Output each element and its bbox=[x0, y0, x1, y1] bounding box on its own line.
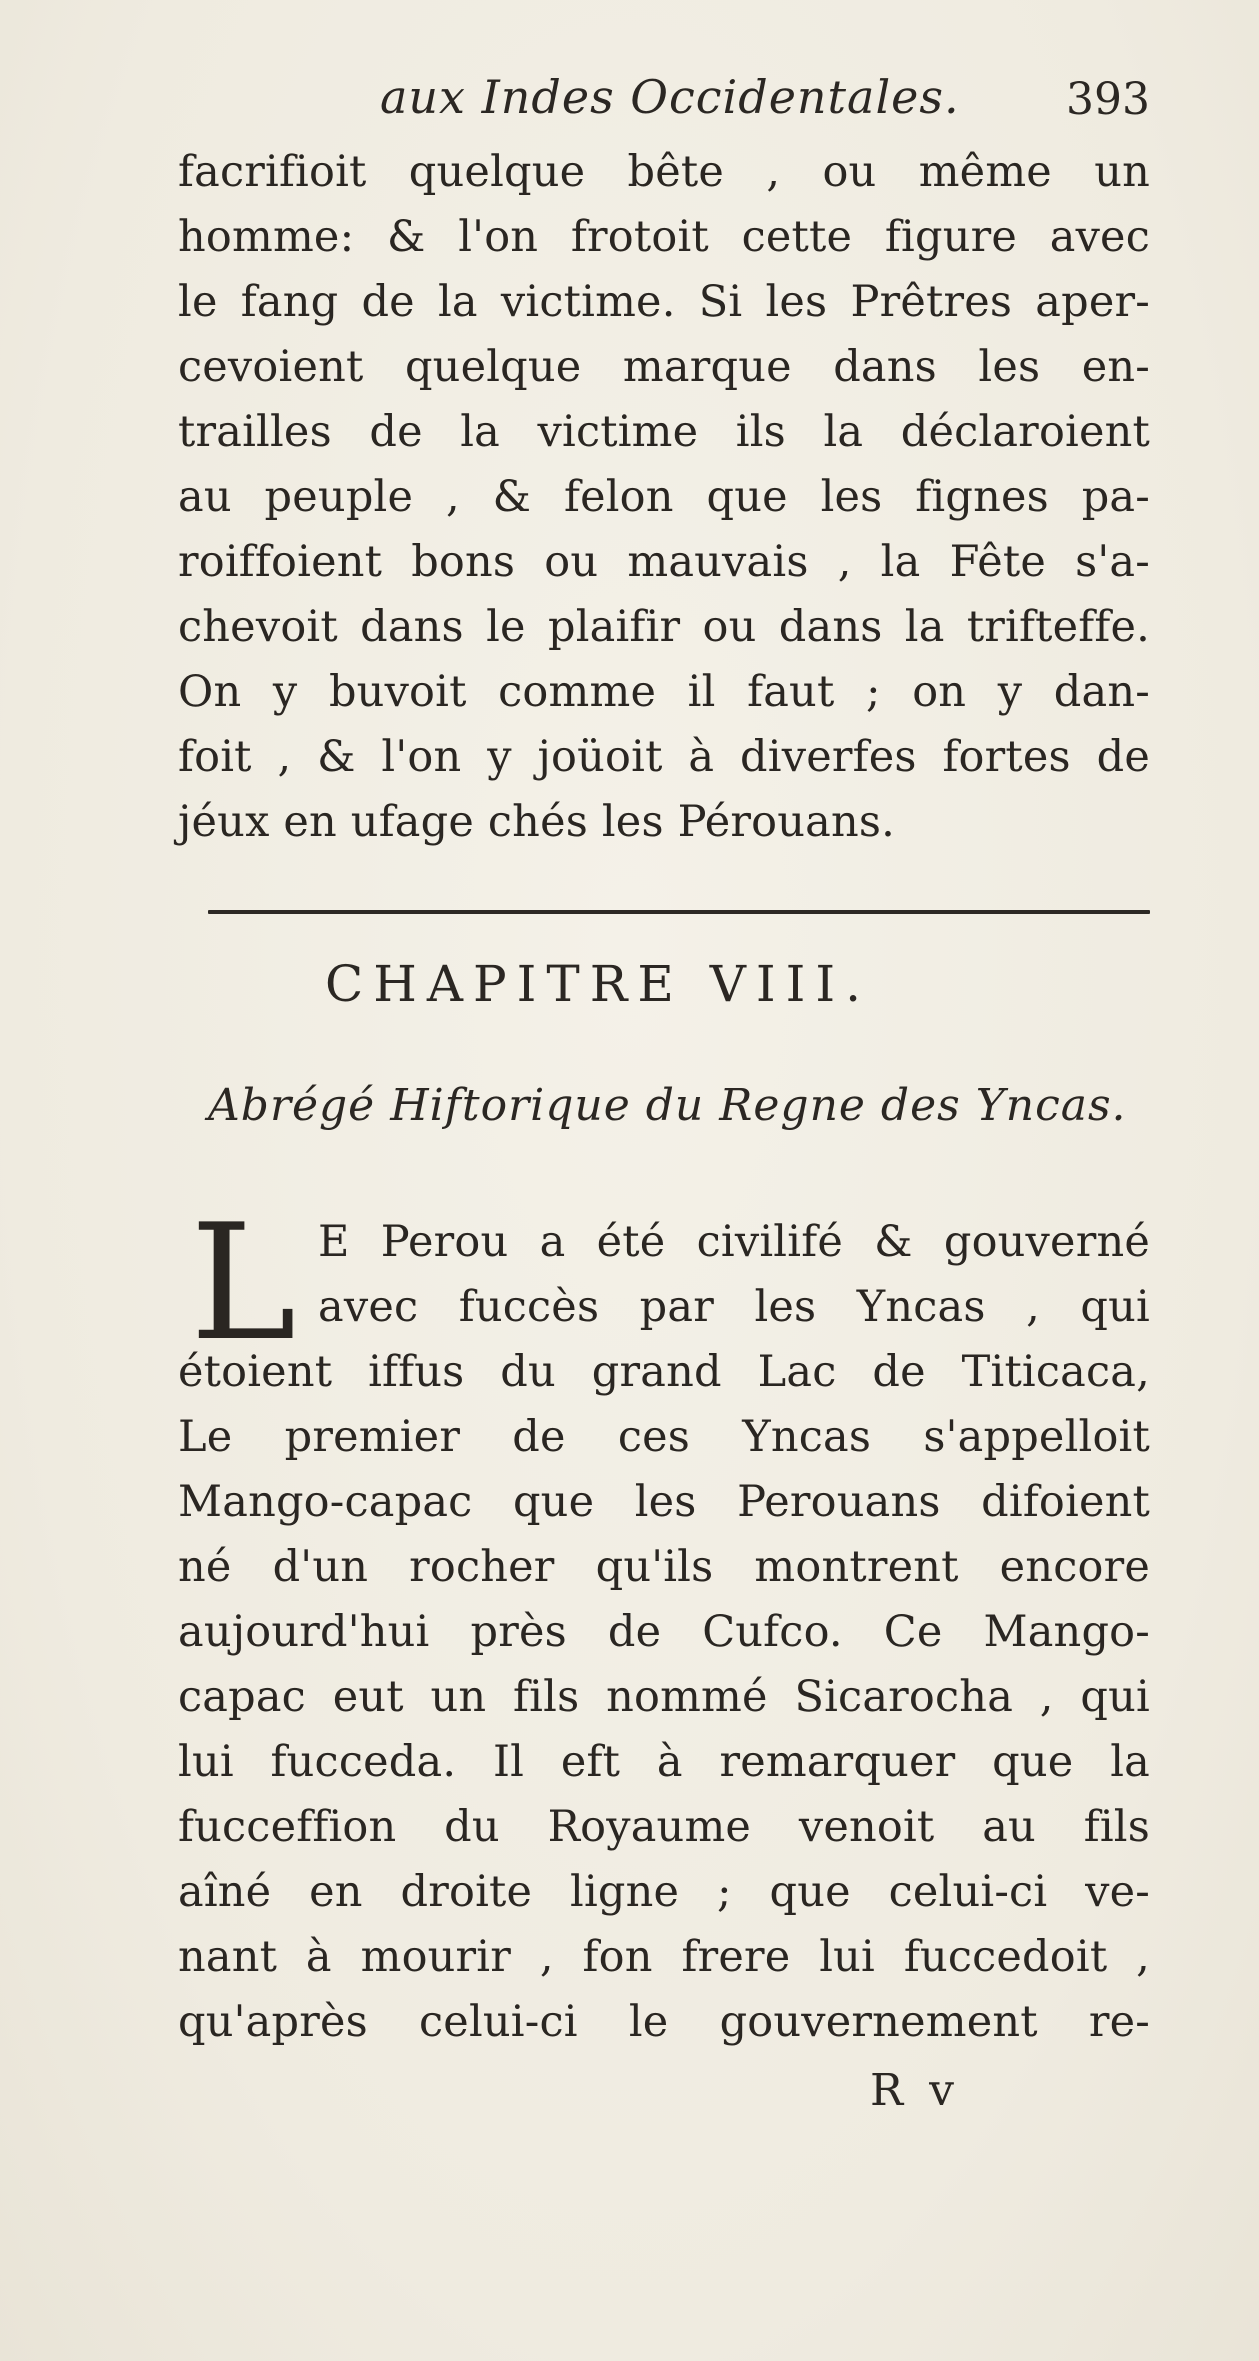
text-line: foit , & l'on y joüoit à diverfes fortes de bbox=[178, 732, 1150, 782]
text-line: fucceffion du Royaume venoit au fils bbox=[178, 1802, 1150, 1852]
text-line: nant à mourir , fon frere lui fuccedoit , bbox=[178, 1932, 1150, 1982]
text-line: le fang de la victime. Si les Prêtres aper- bbox=[178, 277, 1150, 327]
paragraph-continued bbox=[178, 140, 1150, 855]
page-number: 393 bbox=[1066, 74, 1150, 125]
running-title: aux Indes Occidentales. bbox=[380, 70, 960, 124]
text-line: Le premier de ces Yncas s'appelloit bbox=[178, 1412, 1150, 1462]
text-line: aujourd'hui près de Cufco. Ce Mango- bbox=[178, 1607, 1150, 1657]
section-divider bbox=[208, 910, 1150, 914]
text-line: lui fucceda. Il eft à remarquer que la bbox=[178, 1737, 1150, 1787]
text-line: jéux en ufage chés les Pérouans. bbox=[178, 797, 896, 847]
text-line: cevoient quelque marque dans les en- bbox=[178, 342, 1150, 392]
text-line: homme: & l'on frotoit cette figure avec bbox=[178, 212, 1150, 262]
text-line: capac eut un fils nommé Sicarocha , qui bbox=[178, 1672, 1150, 1722]
text-line: au peuple , & felon que les fignes pa- bbox=[178, 472, 1150, 522]
text-line: On y buvoit comme il faut ; on y dan- bbox=[178, 667, 1150, 717]
text-line: chevoit dans le plaifir ou dans la trifteffe. bbox=[178, 602, 1150, 652]
text-line: avec fuccès par les Yncas , qui bbox=[318, 1282, 1150, 1332]
chapter-heading: CHAPITRE VIII. bbox=[324, 955, 871, 1013]
text-line: né d'un rocher qu'ils montrent encore bbox=[178, 1542, 1150, 1592]
chapter-paragraph bbox=[178, 1189, 1150, 2055]
running-head bbox=[190, 70, 1170, 140]
text-line: qu'après celui-ci le gouvernement re- bbox=[178, 1997, 1150, 2047]
signature-mark: R v bbox=[870, 2065, 960, 2116]
text-line: étoient iffus du grand Lac de Titicaca, bbox=[178, 1347, 1150, 1397]
text-line: trailles de la victime ils la déclaroient bbox=[178, 407, 1150, 457]
text-line: Mango-capac que les Perouans difoient bbox=[178, 1477, 1150, 1527]
chapter-subtitle: Abrégé Hiftorique du Regne des Yncas. bbox=[208, 1080, 1127, 1131]
drop-cap: L bbox=[190, 1189, 297, 1376]
text-line: facrifioit quelque bête , ou même un bbox=[178, 147, 1150, 197]
text-line: roiffoient bons ou mauvais , la Fête s'a- bbox=[178, 537, 1150, 587]
text-line: aîné en droite ligne ; que celui-ci ve- bbox=[178, 1867, 1150, 1917]
text-line: E Perou a été civilifé & gouverné bbox=[318, 1217, 1150, 1267]
